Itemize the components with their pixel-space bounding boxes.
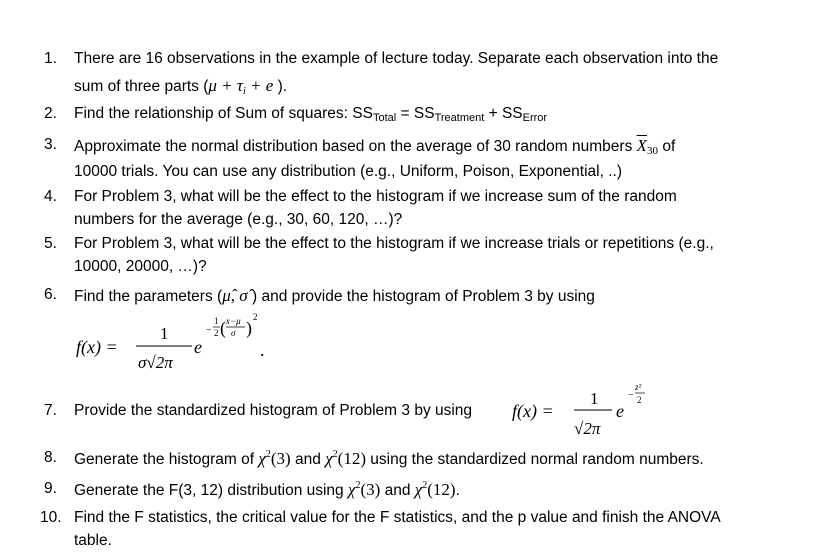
math-superscript-2: 2 bbox=[422, 480, 428, 491]
math-arg-3: (3) bbox=[360, 480, 381, 499]
text-run: Generate the histogram of bbox=[74, 451, 259, 468]
formula-numerator: 1 bbox=[160, 324, 169, 343]
item-number: 7. bbox=[44, 402, 57, 419]
item-number: 5. bbox=[44, 235, 57, 252]
item-text-line-2: 10000 trials. You can use any distribution (e.g., Uniform, Poison, Exponential, ..) bbox=[74, 163, 622, 180]
math-x-bar: $\overline{X}$ bbox=[636, 136, 648, 155]
text-run: . bbox=[455, 482, 460, 499]
item-number: 2. bbox=[44, 105, 57, 122]
text-run: using the standardized normal random numbers. bbox=[366, 451, 704, 468]
standard-normal-pdf-formula bbox=[508, 378, 668, 440]
math-chi: χ bbox=[325, 449, 333, 468]
item-text-line-1 bbox=[74, 136, 675, 156]
formula-numerator: 1 bbox=[590, 389, 599, 408]
formula-denominator: σ√2π bbox=[138, 353, 173, 372]
normal-pdf-formula bbox=[70, 306, 280, 378]
exponent-power: 2 bbox=[253, 312, 258, 322]
math-arg-12: (12) bbox=[427, 480, 456, 499]
math-arg-12: (12) bbox=[337, 449, 366, 468]
item-text-line-1 bbox=[74, 449, 704, 469]
math-mu-tau: μ + τ bbox=[208, 76, 243, 95]
subscript-error: Error bbox=[522, 112, 548, 124]
item-text-line-1: There are 16 observations in the example of lecture today. Separate each observation into the bbox=[74, 50, 719, 67]
formula-denominator: √2π bbox=[574, 419, 601, 438]
item-text-line-2: 10000, 20000, …)? bbox=[74, 258, 207, 275]
item-number: 10. bbox=[40, 509, 62, 526]
item-text-line-1 bbox=[74, 480, 460, 500]
exponent-half-numerator: 1 bbox=[214, 316, 219, 326]
item-text-line-2: numbers for the average (e.g., 30, 60, 120, …)? bbox=[74, 211, 403, 228]
exponent-half-denominator: 2 bbox=[214, 328, 219, 338]
math-chi: χ bbox=[347, 480, 356, 499]
exponent-denominator: 2 bbox=[637, 395, 642, 405]
subscript-treatment: Treatment bbox=[434, 112, 485, 124]
item-number: 8. bbox=[44, 449, 57, 466]
text-run: and bbox=[290, 451, 326, 468]
text-run: and bbox=[380, 482, 415, 499]
math-subscript-i: i bbox=[242, 86, 246, 97]
text-run: + SS bbox=[484, 105, 523, 122]
formula-lhs: f(x) = bbox=[512, 401, 554, 421]
text-run: ). bbox=[273, 78, 288, 95]
math-sigma-hat: σ̂ bbox=[239, 286, 248, 305]
item-text-line-2: table. bbox=[74, 532, 112, 549]
formula-lhs: f(x) = bbox=[76, 337, 118, 357]
item-number: 9. bbox=[44, 480, 57, 497]
item-text-line-1: Find the F statistics, the critical value for the F statistics, and the p value and finish the ANOVA bbox=[74, 509, 721, 526]
exponent-numerator: z² bbox=[635, 382, 642, 392]
text-run: of bbox=[658, 138, 676, 155]
text-run: Generate the F(3, 12) distribution using bbox=[74, 482, 348, 499]
item-text-line-1: For Problem 3, what will be the effect to the histogram if we increase trials or repetitions (e.g., bbox=[74, 235, 714, 252]
text-run: Find the relationship of Sum of squares: SS bbox=[74, 105, 373, 122]
math-superscript-2: 2 bbox=[355, 480, 361, 491]
formula-base-e: e bbox=[194, 337, 202, 357]
exponent-frac-denominator: σ bbox=[231, 328, 236, 338]
exponent-minus: − bbox=[628, 390, 634, 401]
text-run: Find the parameters ( bbox=[74, 288, 223, 305]
math-comma: , bbox=[230, 286, 235, 305]
text-run: Approximate the normal distribution based on the average of 30 random numbers bbox=[74, 138, 637, 155]
math-chi: χ bbox=[414, 480, 423, 499]
item-text-line-1: For Problem 3, what will be the effect to the histogram if we increase sum of the random bbox=[74, 188, 677, 205]
item-text-line-2 bbox=[74, 76, 287, 96]
math-arg-3: (3) bbox=[270, 449, 291, 468]
exponent-frac-numerator: x−μ bbox=[226, 316, 241, 326]
math-subscript-30: 30 bbox=[647, 145, 659, 157]
item-number: 4. bbox=[44, 188, 57, 205]
item-number: 3. bbox=[44, 136, 57, 153]
item-text-line-1: Provide the standardized histogram of Problem 3 by using bbox=[74, 402, 473, 419]
right-paren: ) bbox=[246, 318, 252, 338]
item-number: 1. bbox=[44, 50, 57, 67]
math-plus-e: + e bbox=[245, 76, 274, 95]
item-text-line-1 bbox=[74, 286, 595, 306]
formula-period: . bbox=[260, 340, 265, 360]
math-chi: χ bbox=[258, 449, 266, 468]
text-run: sum of three parts ( bbox=[74, 78, 209, 95]
text-run: ) and provide the histogram of Problem 3 by using bbox=[247, 288, 595, 305]
text-run: = SS bbox=[396, 105, 435, 122]
math-mu-hat: μ̂ bbox=[222, 286, 231, 305]
exponent-minus: − bbox=[206, 325, 212, 336]
math-superscript-2: 2 bbox=[265, 449, 271, 460]
item-text-line-1 bbox=[74, 105, 547, 123]
formula-base-e: e bbox=[616, 401, 624, 421]
left-paren: ( bbox=[220, 318, 226, 338]
subscript-total: Total bbox=[372, 112, 397, 124]
math-superscript-2: 2 bbox=[332, 449, 338, 460]
item-number: 6. bbox=[44, 286, 57, 303]
